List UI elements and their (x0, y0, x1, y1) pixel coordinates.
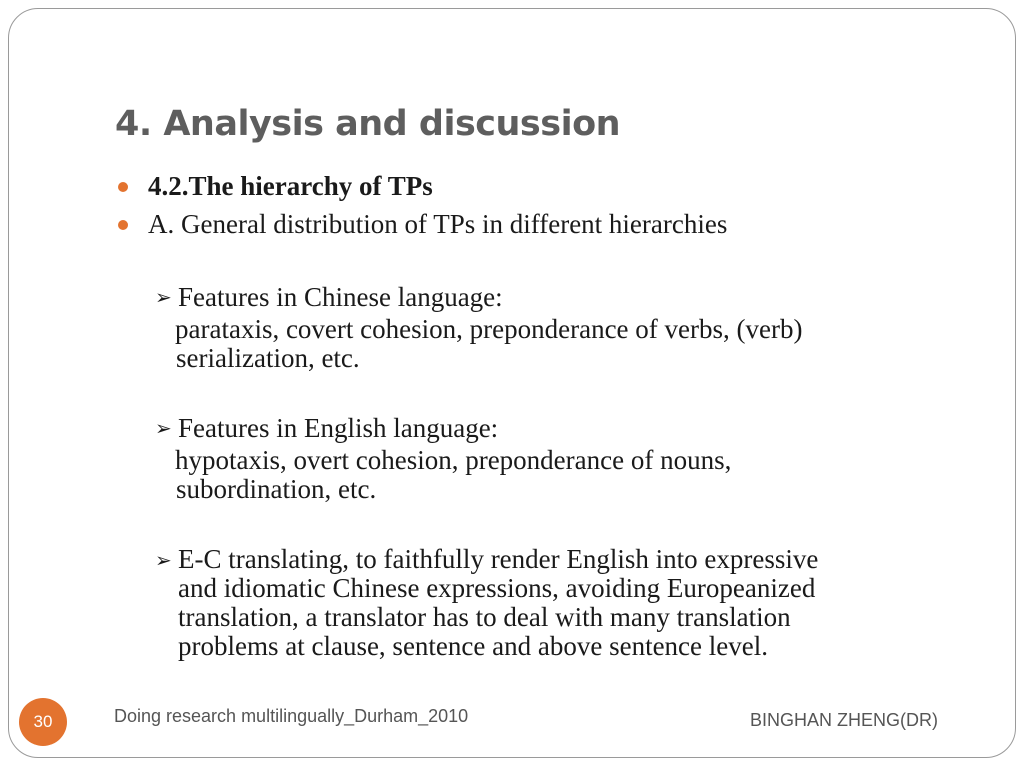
description-line: parataxis, covert cohesion, preponderance of verbs, (verb) (175, 314, 803, 344)
bullet-text: 4.2.The hierarchy of TPs (148, 171, 433, 201)
bullet-dot-icon (118, 220, 128, 230)
arrow-bullet-icon: ➢ (155, 285, 172, 309)
slide-title: 4. Analysis and discussion (115, 104, 621, 144)
paragraph-line: problems at clause, sentence and above sentence level. (178, 631, 768, 661)
paragraph-line: E-C translating, to faithfully render English into expressive (178, 544, 819, 574)
footer-event-text: Doing research multilingually_Durham_2010 (114, 706, 469, 726)
arrow-bullet-icon: ➢ (155, 548, 172, 572)
sub-point-paragraph (178, 545, 918, 661)
description-line: hypotaxis, overt cohesion, preponderance of nouns, (175, 445, 732, 475)
paragraph-line: and idiomatic Chinese expressions, avoiding Europeanized (178, 573, 816, 603)
page-number-badge: 30 (19, 698, 67, 746)
sub-point-description (177, 446, 917, 504)
sub-point-heading: Features in Chinese language: (178, 282, 503, 312)
arrow-bullet-icon: ➢ (155, 416, 172, 440)
bullet-dot-icon (118, 182, 128, 192)
sub-point-description (177, 315, 917, 373)
footer-author-text: BINGHAN ZHENG(DR) (750, 710, 938, 730)
bullet-text: A. General distribution of TPs in different hierarchies (148, 209, 728, 239)
paragraph-line: translation, a translator has to deal with many translation (178, 602, 791, 632)
description-line: serialization, etc. (176, 343, 360, 373)
sub-point-heading: Features in English language: (178, 413, 499, 443)
description-line: subordination, etc. (176, 474, 377, 504)
